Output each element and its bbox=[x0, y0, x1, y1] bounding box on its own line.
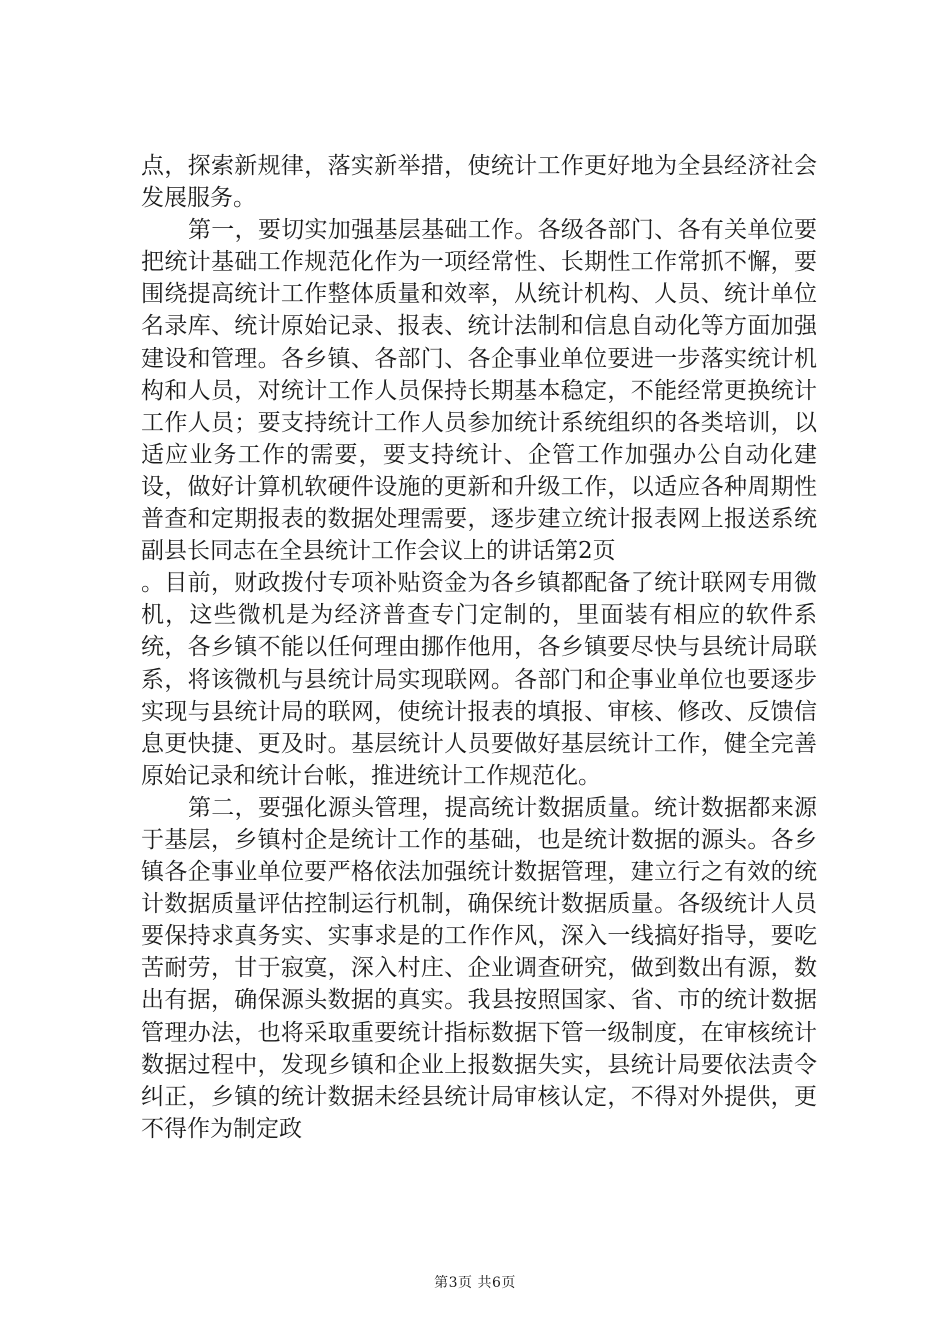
paragraph-continuation: 点，探索新规律，落实新举措，使统计工作更好地为全县经济社会发展服务。 bbox=[141, 153, 817, 212]
page-footer: 第3页 共6页 bbox=[434, 1275, 516, 1291]
document-body bbox=[141, 150, 817, 1145]
paragraph-networking: 。目前，财政拨付专项补贴资金为各乡镇都配备了统计联网专用微机，这些微机是为经济普查专门定制的，里面装有相应的软件系统，各乡镇不能以任何理由挪作他用，各乡镇要尽快与县统计局联系，将该微机与县统计局实现联网。各部门和企事业单位也要逐步实现与县统计局的联网，使统计报表的填报、审核、修改、反馈信息更快捷、更及时。基层统计人员要做好基层统计工作，健全完善原始记录和统计台帐，推进统计工作规范化。 bbox=[141, 570, 817, 789]
paragraph-first-point: 第一，要切实加强基层基础工作。各级各部门、各有关单位要把统计基础工作规范化作为一项经常性、长期性工作常抓不懈，要围绕提高统计工作整体质量和效率，从统计机构、人员、统计单位名录库、统计原始记录、报表、统计法制和信息自动化等方面加强建设和管理。各乡镇、各部门、各企事业单位要进一步落实统计机构和人员，对统计工作人员保持长期基本稳定，不能经常更换统计工作人员；要支持统计工作人员参加统计系统组织的各类培训，以适应业务工作的需要，要支持统计、企管工作加强办公自动化建设，做好计算机软硬件设施的更新和升级工作，以适应各种周期性普查和定期报表的数据处理需要，逐步建立统计报表网上报送系统副县长同志在全县统计工作会议上的讲话第2页 bbox=[141, 217, 817, 565]
paragraph-second-point: 第二，要强化源头管理，提高统计数据质量。统计数据都来源于基层，乡镇村企是统计工作的基础，也是统计数据的源头。各乡镇各企事业单位要严格依法加强统计数据管理，建立行之有效的统计数据质量评估控制运行机制，确保统计数据质量。各级统计人员要保持求真务实、实事求是的工作作风，深入一线搞好指导，要吃苦耐劳，甘于寂寞，深入村庄、企业调查研究，做到数出有源，数出有据，确保源头数据的真实。我县按照国家、省、市的统计数据管理办法，也将采取重要统计指标数据下管一级制度，在审核统计数据过程中，发现乡镇和企业上报数据失实，县统计局要依法责令纠正，乡镇的统计数据未经县统计局审核认定，不得对外提供，更不得作为制定政 bbox=[141, 794, 817, 1142]
